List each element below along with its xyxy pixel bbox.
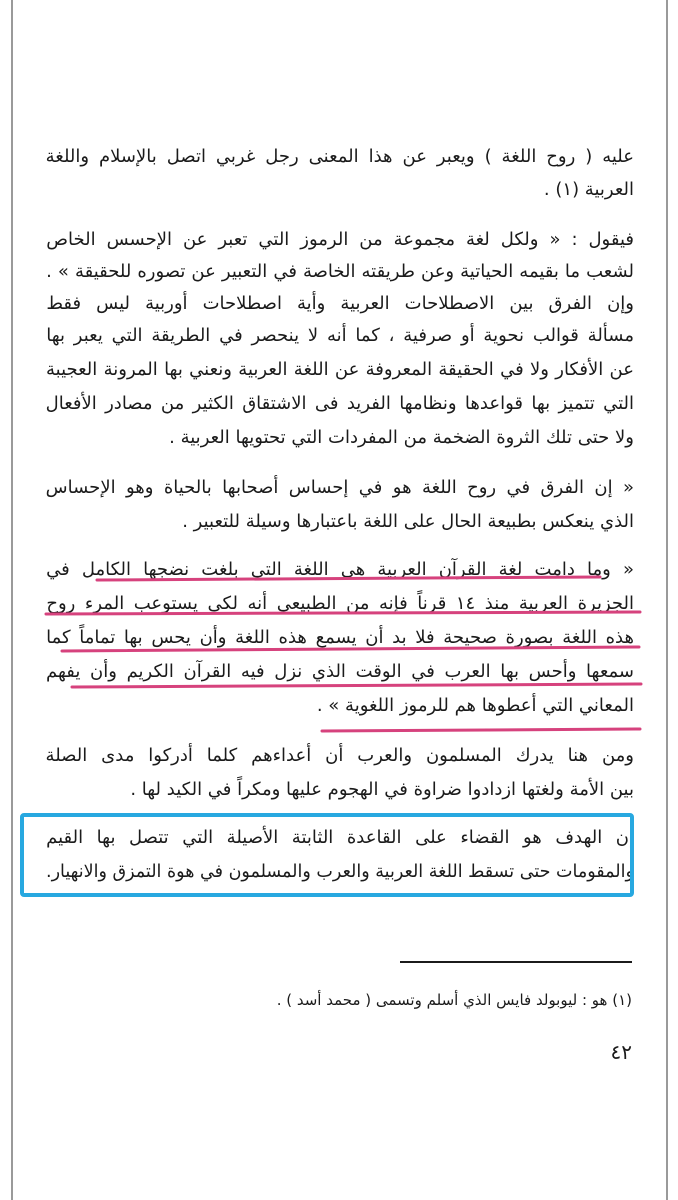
text-line: الذي ينعكس بطبيعة الحال على اللغة باعتبارها وسيلة للتعبير . bbox=[182, 511, 634, 532]
text-line: ولا حتى تلك الثروة الضخمة من المفردات التي تحتويها العربية . bbox=[169, 427, 634, 448]
text-line: المعاني التي أعطوها هم للرموز اللغوية » . bbox=[316, 695, 634, 716]
text-line: التي تتميز بها قواعدها ونظامها الفريد فى الاشتقاق الكثير من مصادر الأفعال bbox=[45, 393, 634, 414]
highlight-underline bbox=[322, 729, 640, 731]
page-number: ٤٢ bbox=[610, 1040, 632, 1064]
text-line: العربية (١) . bbox=[543, 179, 634, 200]
text-line: إن الهدف هو القضاء على القاعدة الثابتة الأصيلة التي تتصل بها القيم bbox=[46, 827, 634, 848]
text-line: هذه اللغة بصورة صحيحة فلا بد أن يسمع هذه اللغة وأن يحس بها تماماً كما bbox=[46, 627, 634, 648]
text-line: بين الأمة ولغتها ازدادوا ضراوة في الهجوم عليها ومكراً في الكيد لها . bbox=[130, 779, 634, 800]
text-line: وإن الفرق بين الاصطلاحات العربية وأية اصطلاحات أوربية ليس فقط bbox=[46, 293, 634, 314]
text-line: عليه ( روح اللغة ) ويعبر عن هذا المعنى رجل غربي اتصل بالإسلام واللغة bbox=[45, 146, 634, 167]
text-line: « إن الفرق في روح اللغة هو في إحساس أصحابها بالحياة وهو الإحساس bbox=[45, 477, 634, 498]
text-line: فيقول : « ولكل لغة مجموعة من الرموز التي تعبر عن الإحسس الخاص bbox=[46, 229, 634, 250]
text-line: « وما دامت لغة القرآن العربية هي اللغة التي بلغت نضجها الكامل في bbox=[46, 559, 634, 580]
text-line: ومن هنا يدرك المسلمون والعرب أن أعداءهم كلما أدركوا مدى الصلة bbox=[45, 745, 634, 766]
footnote: (١) هو : ليوبولد فايس الذي أسلم وتسمى ( محمد أسد ) . bbox=[276, 991, 632, 1009]
page-border-right bbox=[666, 0, 668, 1200]
text-line: مسألة قوالب نحوية أو صرفية ، كما أنه لا ينحصر في الطريقة التي يعبر بها bbox=[46, 325, 634, 346]
page-border-left bbox=[11, 0, 13, 1200]
text-line: لشعب ما بقيمه الحياتية وعن طريقته الخاصة في التعبير عن تصوره للحقيقة » . bbox=[46, 261, 634, 282]
text-line: سمعها وأحس بها العرب في الوقت الذي نزل فيه القرآن الكريم وأن يفهم bbox=[45, 661, 634, 682]
text-line: الجزيرة العربية منذ ١٤ قرناً فإنه من الطبيعي أنه لكي يستوعب المرء روح bbox=[46, 593, 634, 614]
text-line: والمقومات حتى تسقط اللغة العربية والعرب والمسلمون في هوة التمزق والانهيار. bbox=[46, 861, 634, 882]
text-line: عن الأفكار ولا في الحقيقة المعروفة عن اللغة العربية ونعني بها المرونة العجيبة bbox=[45, 359, 634, 380]
